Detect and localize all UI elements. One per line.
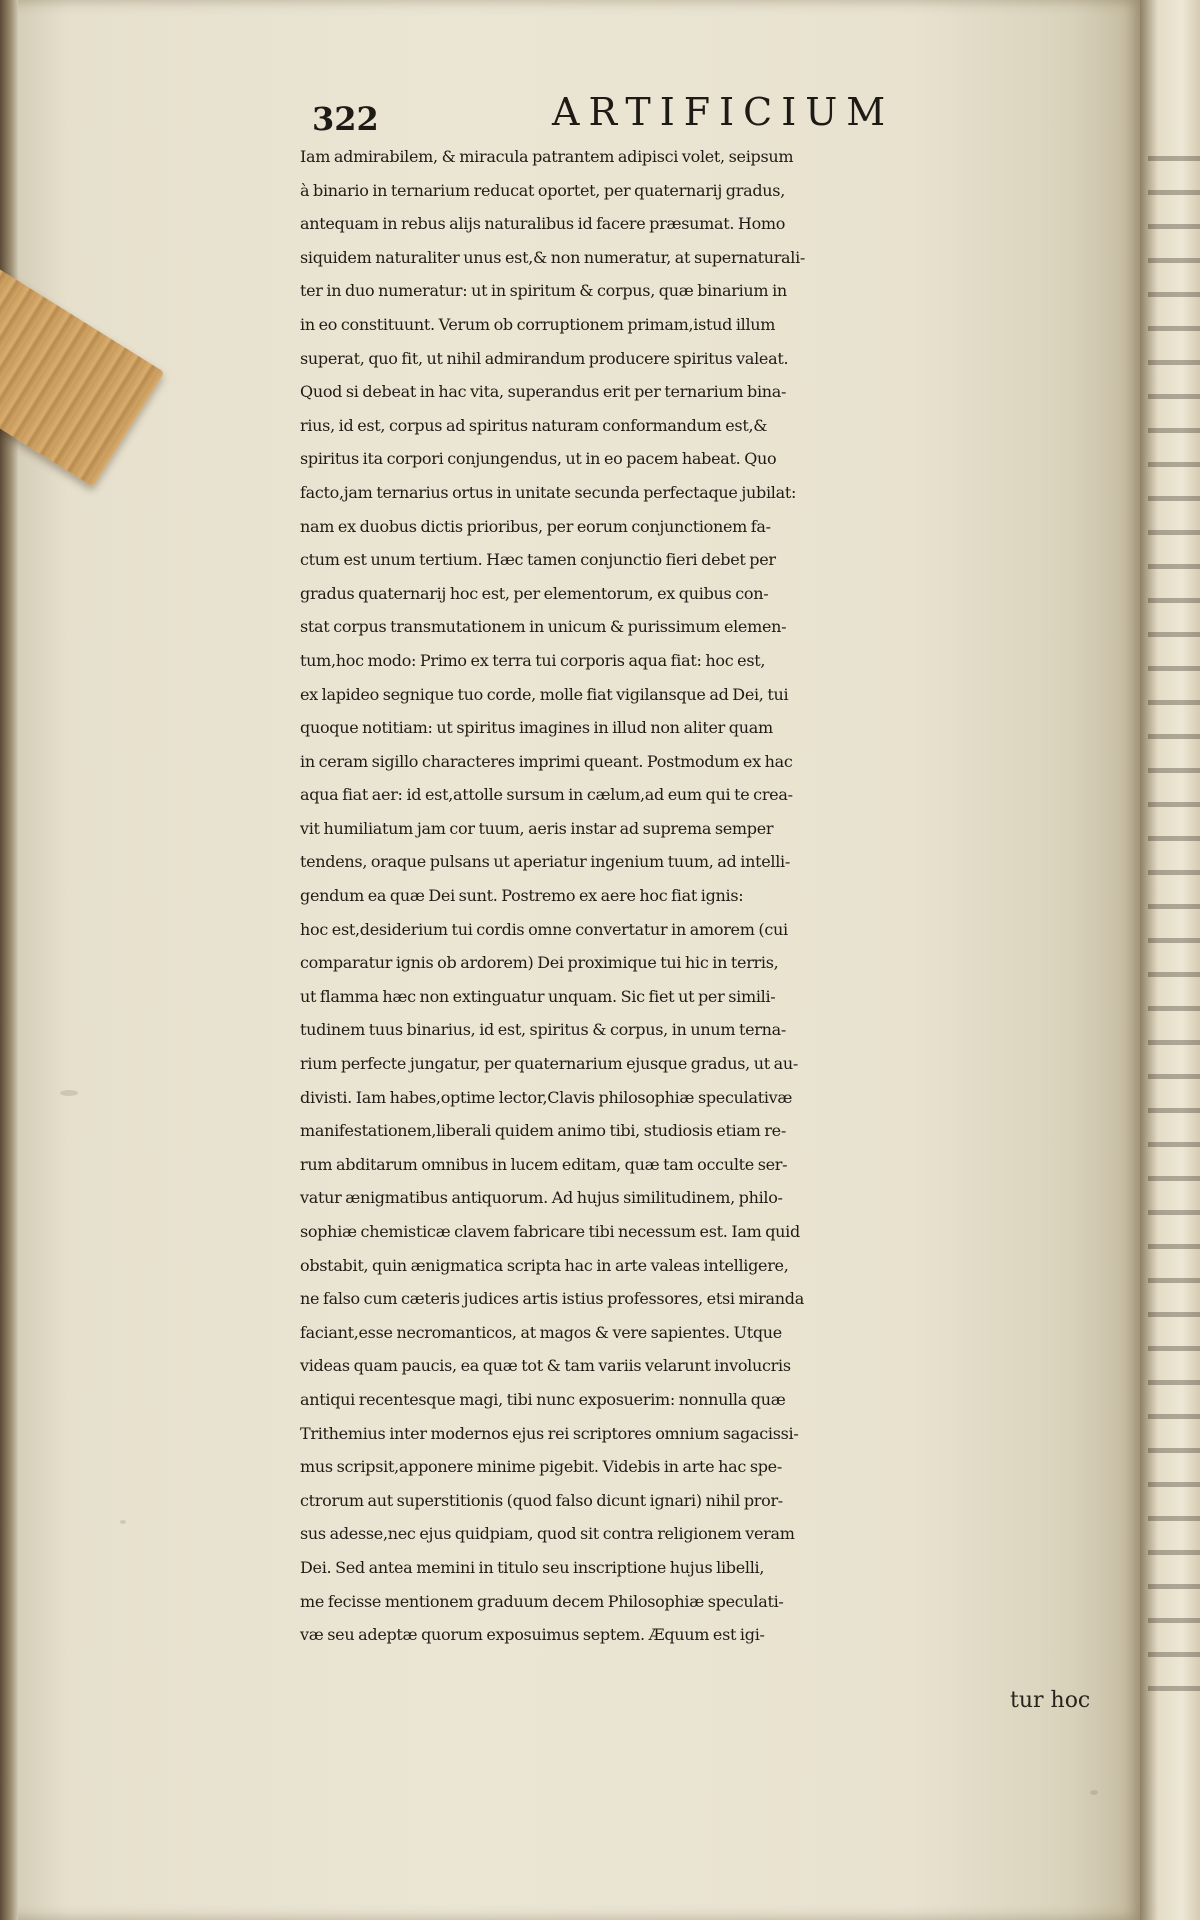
text-line: nam ex duobus dictis prioribus, per eorum conjunctionem fa- [300, 516, 771, 536]
text-line: à binario in ternarium reducat oportet, per quaternarij gradus, [300, 180, 785, 200]
text-line: ex lapideo segnique tuo corde, molle fiat vigilansque ad Dei, tui [300, 684, 789, 704]
text-line: manifestationem,liberali quidem animo tibi, studiosis etiam re- [300, 1121, 786, 1141]
page-header [312, 90, 1112, 142]
text-line: Quod si debeat in hac vita, superandus erit per ternarium bina- [300, 382, 787, 402]
text-line: Dei. Sed antea memini in titulo seu inscriptione hujus libelli, [300, 1557, 765, 1577]
text-line: me fecisse mentionem graduum decem Philosophiæ speculati- [300, 1591, 784, 1611]
running-head: ARTIFICIUM [552, 90, 895, 134]
text-line: rius, id est, corpus ad spiritus naturam conformandum est,& [300, 415, 768, 435]
text-line: ne falso cum cæteris judices artis istius professores, etsi miranda [300, 1289, 804, 1309]
text-line: væ seu adeptæ quorum exposuimus septem. Æquum est igi- [300, 1625, 765, 1645]
paper-speck [60, 1090, 78, 1096]
text-block [300, 140, 1120, 1652]
text-line: tendens, oraque pulsans ut aperiatur ingenium tuum, ad intelli- [300, 852, 790, 872]
text-line: vit humiliatum jam cor tuum, aeris instar ad suprema semper [300, 818, 774, 838]
text-line: divisti. Iam habes,optime lector,Clavis philosophiæ speculativæ [300, 1087, 793, 1107]
text-line: siquidem naturaliter unus est,& non numeratur, at supernaturali- [300, 247, 806, 267]
text-line: sus adesse,nec ejus quidpiam, quod sit contra religionem veram [300, 1524, 795, 1544]
text-line: gendum ea quæ Dei sunt. Postremo ex aere hoc fiat ignis: [300, 886, 744, 906]
text-line: tum,hoc modo: Primo ex terra tui corporis aqua fiat: hoc est, [300, 650, 766, 670]
catchword: tur hoc [1010, 1688, 1091, 1713]
text-line: tudinem tuus binarius, id est, spiritus & corpus, in unum terna- [300, 1020, 786, 1040]
text-line: comparatur ignis ob ardorem) Dei proximique tui hic in terris, [300, 953, 779, 973]
paper-speck [1090, 1790, 1098, 1795]
text-line: ter in duo numeratur: ut in spiritum & corpus, quæ binarium in [300, 281, 787, 301]
text-line: mus scripsit,apponere minime pigebit. Videbis in arte hac spe- [300, 1457, 782, 1477]
text-line: hoc est,desiderium tui cordis omne convertatur in amorem (cui [300, 919, 788, 939]
text-line: ut flamma hæc non extinguatur unquam. Sic fiet ut per simili- [300, 986, 776, 1006]
text-line: superat, quo fit, ut nihil admirandum producere spiritus valeat. [300, 348, 789, 368]
text-line: rium perfecte jungatur, per quaternarium ejusque gradus, ut au- [300, 1054, 798, 1074]
text-line: vatur ænigmatibus antiquorum. Ad hujus similitudinem, philo- [300, 1188, 783, 1208]
text-line: stat corpus transmutationem in unicum & purissimum elemen- [300, 617, 787, 637]
text-line: ctum est unum tertium. Hæc tamen conjunctio fieri debet per [300, 550, 776, 570]
text-line: Iam admirabilem, & miracula patrantem adipisci volet, seipsum [300, 147, 794, 166]
text-line: faciant,esse necromanticos, at magos & vere sapientes. Utque [300, 1322, 782, 1342]
text-line: Trithemius inter modernos ejus rei scriptores omnium sagacissi- [300, 1423, 799, 1443]
text-line: antequam in rebus alijs naturalibus id facere præsumat. Homo [300, 214, 786, 234]
text-line: facto,jam ternarius ortus in unitate secunda perfectaque jubilat: [300, 482, 797, 502]
text-line: sophiæ chemisticæ clavem fabricare tibi necessum est. Iam quid [300, 1222, 800, 1241]
text-line: in eo constituunt. Verum ob corruptionem primam,istud illum [300, 314, 776, 334]
text-line: aqua fiat aer: id est,attolle sursum in cælum,ad eum qui te crea- [300, 785, 793, 805]
text-line: ctrorum aut superstitionis (quod falso dicunt ignari) nihil pror- [300, 1490, 783, 1510]
text-line: videas quam paucis, ea quæ tot & tam variis velarunt involucris [300, 1356, 791, 1376]
paper-speck [120, 1520, 126, 1524]
text-line: antiqui recentesque magi, tibi nunc exposuerim: nonnulla quæ [300, 1389, 786, 1409]
folio-number: 322 [312, 100, 379, 138]
text-line: in ceram sigillo characteres imprimi queant. Postmodum ex hac [300, 751, 793, 771]
text-line: spiritus ita corpori conjungendus, ut in eo pacem habeat. Quo [300, 449, 777, 469]
text-line: rum abditarum omnibus in lucem editam, quæ tam occulte ser- [300, 1154, 788, 1174]
text-line: gradus quaternarij hoc est, per elementorum, ex quibus con- [300, 583, 769, 603]
text-line: obstabit, quin ænigmatica scripta hac in arte valeas intelligere, [300, 1255, 789, 1275]
adjacent-page-text-bleed [1148, 140, 1200, 1700]
text-line: quoque notitiam: ut spiritus imagines in illud non aliter quam [300, 718, 773, 738]
